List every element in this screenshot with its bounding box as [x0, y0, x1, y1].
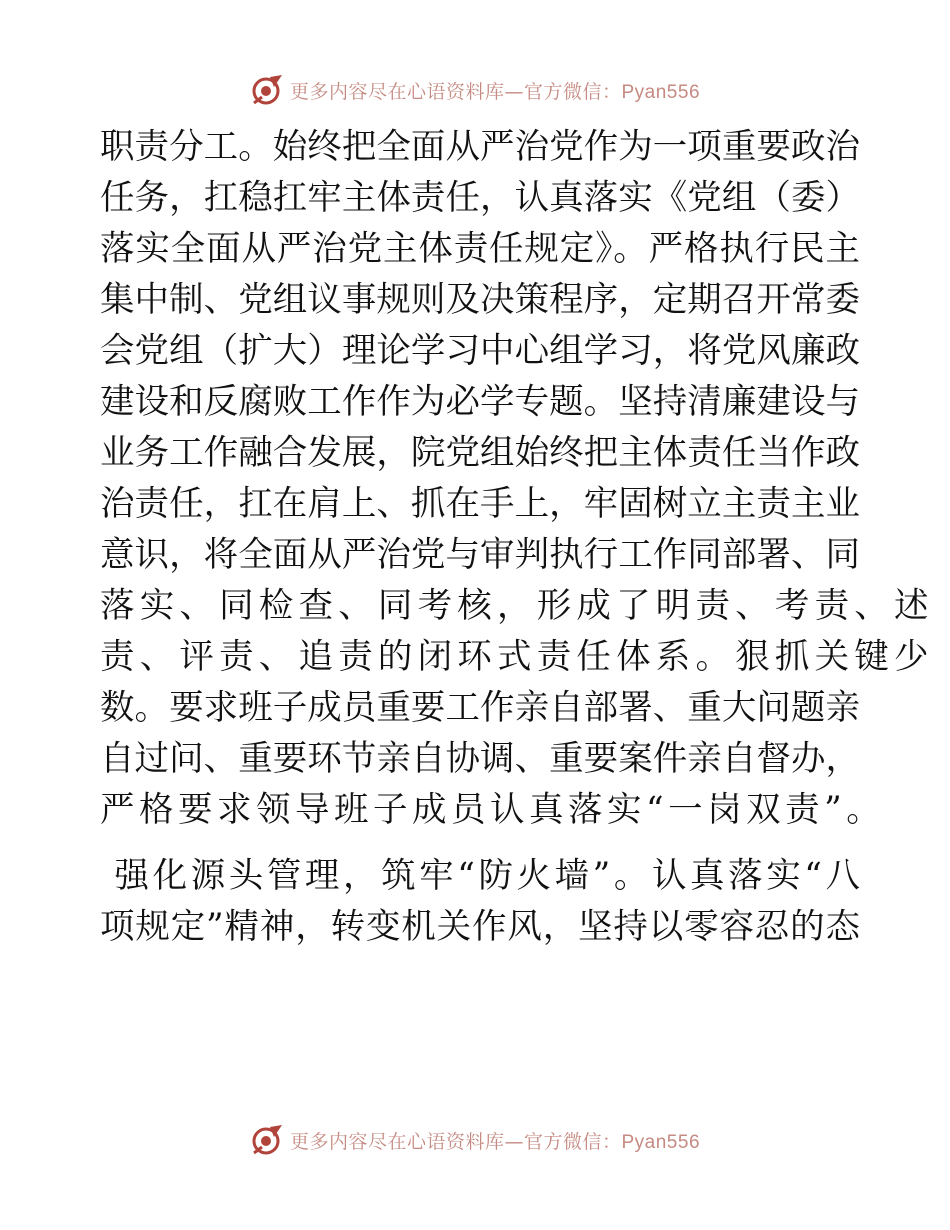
body-line: 严格要求领导班子成员认真落实“一岗双责”。 — [100, 790, 886, 830]
body-line: 意识，将全面从严治党与审判执行工作同部署、同 — [100, 535, 860, 575]
body-line: 自过问、重要环节亲自协调、重要案件亲自督办， — [100, 739, 860, 779]
body-line: 治责任，扛在肩上、抓在手上，牢固树立主责主业 — [100, 484, 860, 524]
body-line: 集中制、党组议事规则及决策程序，定期召开常委 — [100, 280, 860, 320]
body-line: 责、评责、追责的闭环式责任体系。狠抓关键少 — [100, 637, 934, 677]
banner-dash: — — [504, 80, 524, 103]
body-line: 任务，扛稳扛牢主体责任，认真落实《党组（委） — [100, 178, 860, 218]
body-line: 会党组（扩大）理论学习中心组学习，将党风廉政 — [100, 331, 860, 371]
banner-wechat-label: 官方微信： — [523, 1130, 622, 1153]
paragraph-gap — [100, 836, 860, 851]
body-line: 业务工作融合发展，院党组始终把主体责任当作政 — [100, 433, 860, 473]
document-body — [100, 122, 934, 953]
header-watermark-banner — [0, 68, 950, 112]
banner-wechat-id: Pyan556 — [621, 81, 701, 103]
banner-dash: — — [504, 1130, 524, 1153]
body-line: 数。要求班子成员重要工作亲自部署、重大问题亲 — [100, 688, 860, 728]
body-line: 职责分工。始终把全面从严治党作为一项重要政治 — [100, 127, 860, 167]
body-line: 强化源头管理，筑牢“防火墙”。认真落实“八 — [100, 856, 860, 896]
banner-wechat-label: 官方微信： — [523, 80, 622, 103]
banner-wechat-id: Pyan556 — [621, 1131, 701, 1153]
body-line: 落实、同检查、同考核，形成了明责、考责、述 — [100, 586, 934, 626]
pen-logo-icon — [250, 1123, 284, 1157]
pen-logo-icon — [250, 73, 284, 107]
footer-watermark-banner — [0, 1118, 950, 1162]
body-line: 落实全面从严治党主体责任规定》。严格执行民主 — [100, 229, 860, 269]
banner-slogan: 更多内容尽在心语资料库 — [289, 80, 505, 103]
body-line: 项规定”精神，转变机关作风，坚持以零容忍的态 — [100, 907, 860, 947]
body-line: 建设和反腐败工作作为必学专题。坚持清廉建设与 — [100, 382, 860, 422]
banner-slogan: 更多内容尽在心语资料库 — [289, 1130, 505, 1153]
